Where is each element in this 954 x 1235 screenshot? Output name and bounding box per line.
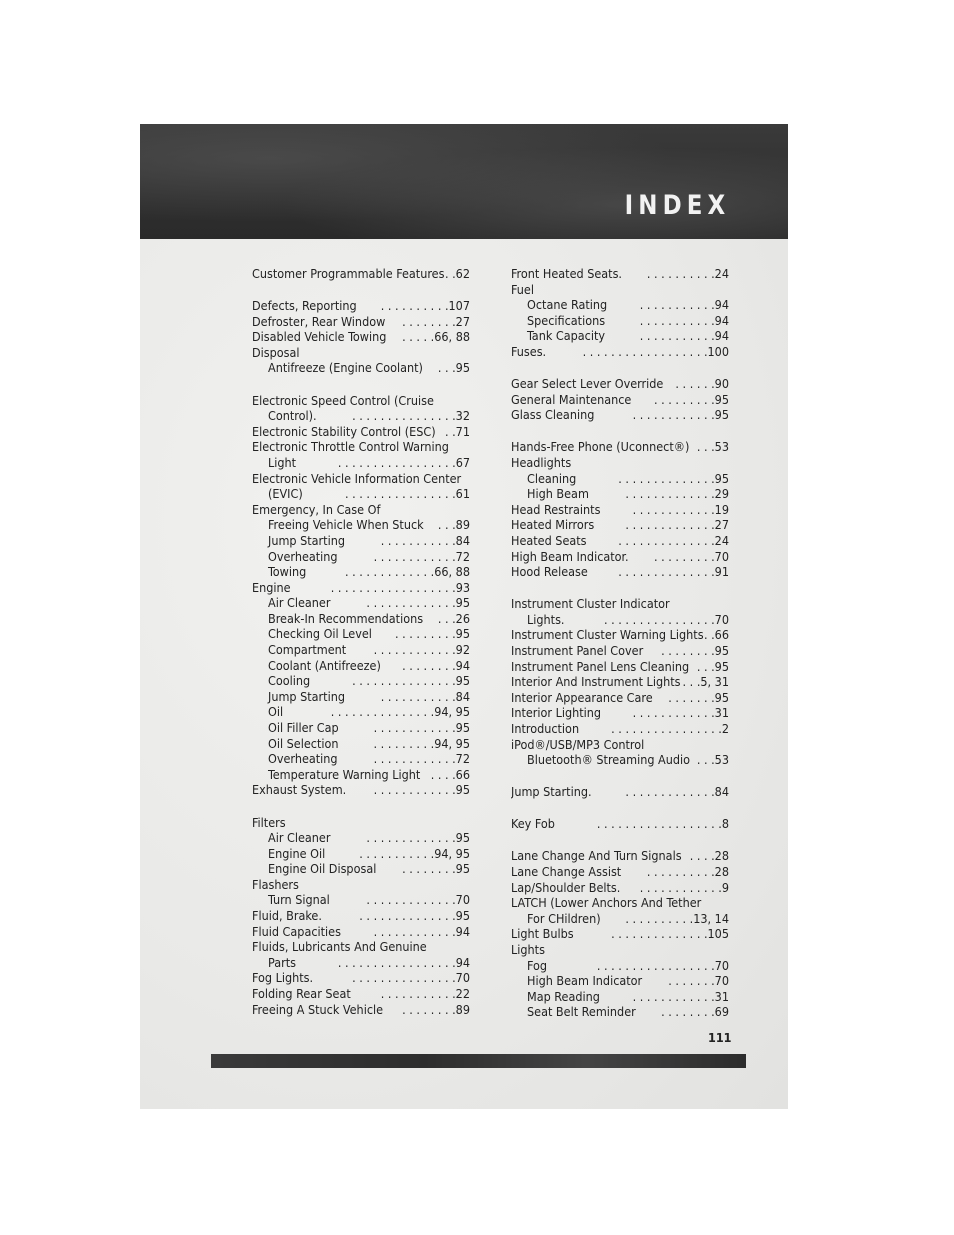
index-entry xyxy=(511,895,729,911)
index-entry xyxy=(511,439,729,455)
entry-label: Interior Appearance Care xyxy=(511,689,653,705)
entry-label: Exhaust System. xyxy=(252,782,347,798)
entry-label: Engine Oil xyxy=(268,845,326,861)
index-entry xyxy=(511,690,729,706)
index-entry xyxy=(511,407,729,423)
index-subentry xyxy=(511,313,729,329)
entry-label: Heated Mirrors xyxy=(511,517,595,533)
index-entry xyxy=(252,502,470,518)
index-entry xyxy=(511,517,729,533)
entry-label: Lane Change And Turn Signals xyxy=(511,848,682,864)
index-subentry xyxy=(511,989,729,1005)
entry-label: Heated Seats xyxy=(511,532,587,548)
index-subentry xyxy=(252,642,470,658)
entry-label: General Maintenance xyxy=(511,391,632,407)
entry-page-ref: . . . . . . . . . . . . . .91 xyxy=(618,564,729,580)
entry-label: Disabled Vehicle Towing xyxy=(252,329,387,345)
index-entry xyxy=(511,549,729,565)
index-subentry xyxy=(252,846,470,862)
index-entry xyxy=(511,848,729,864)
index-entry xyxy=(252,298,470,314)
entry-label: Instrument Cluster Warning Lights xyxy=(511,627,704,643)
entry-label: Electronic Vehicle Information Center xyxy=(252,470,462,486)
index-entry xyxy=(252,908,470,924)
entry-label: Lane Change Assist xyxy=(511,864,622,879)
entry-page-ref: . . . . .66, 88 xyxy=(402,329,470,345)
entry-page-ref: . . . . . . . . . . . . . . . .70 xyxy=(604,611,729,627)
entry-page-ref: . . . . . . . . . . . .31 xyxy=(632,988,729,1004)
entry-page-ref: . .71 xyxy=(444,423,470,439)
entry-label: Folding Rear Seat xyxy=(252,986,351,1002)
index-subentry xyxy=(252,517,470,533)
entry-page-ref: . . .5, 31 xyxy=(682,674,729,690)
index-entry xyxy=(252,924,470,940)
entry-label: LATCH (Lower Anchors And Tether xyxy=(511,895,702,911)
index-column-left xyxy=(252,266,470,1017)
entry-page-ref: . . . . . . . . . .107 xyxy=(380,298,470,314)
index-entry xyxy=(511,392,729,408)
entry-page-ref: . . . . . . . . . . . . . .95 xyxy=(618,470,729,486)
entry-page-ref: . . . . . . . . . . .94 xyxy=(639,297,729,313)
entry-page-ref: . . . . . . . . . . . . . . .32 xyxy=(352,408,470,424)
index-subentry xyxy=(252,658,470,674)
index-entry xyxy=(252,439,470,455)
index-entry xyxy=(252,580,470,596)
entry-page-ref: . . . . . . . . . . . . .66, 88 xyxy=(344,564,470,580)
index-header-banner xyxy=(140,124,788,239)
index-entry xyxy=(252,424,470,440)
entry-page-ref: . . . . . . .70 xyxy=(668,973,729,989)
index-column-right xyxy=(511,266,729,1020)
entry-page-ref: . . . . . . . .69 xyxy=(661,1004,729,1020)
index-entry xyxy=(252,266,470,282)
index-entry xyxy=(511,737,729,753)
entry-label: Fuel xyxy=(511,281,534,297)
index-subentry xyxy=(252,892,470,908)
entry-page-ref: . . . . . . . . . . .84 xyxy=(380,532,470,548)
index-entry xyxy=(511,455,729,471)
entry-page-ref: . . . . . . . . . . . .31 xyxy=(632,705,729,721)
index-subentry xyxy=(511,752,729,768)
entry-gap xyxy=(511,768,729,785)
entry-label: Break-In Recommendations xyxy=(268,610,424,626)
entry-page-ref: . . . . . . . . . . .94 xyxy=(639,312,729,328)
entry-page-ref: . . . . . . . . . .13, 14 xyxy=(625,910,729,926)
entry-page-ref: . . . . . . . . . .28 xyxy=(646,864,729,879)
entry-page-ref: . . . . . .90 xyxy=(675,376,729,392)
entry-label: Air Cleaner xyxy=(268,830,331,846)
entry-label: Turn Signal xyxy=(268,892,330,908)
entry-page-ref: . . . . . . . . . . . . . .24 xyxy=(618,532,729,548)
index-subentry xyxy=(252,704,470,720)
index-subentry xyxy=(252,689,470,705)
index-subentry xyxy=(252,360,470,376)
index-subentry xyxy=(252,861,470,877)
index-entry xyxy=(511,282,729,298)
entry-page-ref: . . . . . . . . . . . .92 xyxy=(373,642,470,658)
entry-page-ref: . . . . . . . . . . . . . . . . .70 xyxy=(596,957,729,973)
entry-page-ref: . . . . . . . . . . . .95 xyxy=(632,407,729,423)
entry-page-ref: . . . . . . . . . . .84 xyxy=(380,688,470,704)
index-subentry xyxy=(252,830,470,846)
entry-gap xyxy=(252,282,470,299)
entry-gap xyxy=(511,580,729,597)
entry-label: Fuses. xyxy=(511,343,547,359)
index-subentry xyxy=(252,767,470,783)
entry-page-ref: . .62 xyxy=(444,266,470,281)
index-subentry xyxy=(252,751,470,767)
entry-page-ref: . . . . . . . . . . . . . . .94, 95 xyxy=(330,704,470,720)
index-entry xyxy=(511,266,729,282)
index-entry xyxy=(511,942,729,958)
entry-page-ref: . . . . . . . . . . . .19 xyxy=(632,501,729,517)
index-entry xyxy=(252,782,470,798)
index-subentry xyxy=(252,486,470,502)
index-entry xyxy=(511,816,729,832)
entry-label: Checking Oil Level xyxy=(268,626,372,642)
entry-gap xyxy=(511,360,729,377)
entry-label: Parts xyxy=(268,954,296,970)
entry-label: Lights xyxy=(511,941,545,957)
entry-page-ref: . . . . . . . . . . .22 xyxy=(380,986,470,1002)
index-entry xyxy=(252,877,470,893)
entry-label: Towing xyxy=(268,564,307,580)
entry-label: Oil xyxy=(268,704,284,720)
index-subentry xyxy=(511,471,729,487)
entry-page-ref: . . . .66 xyxy=(430,766,470,782)
entry-label: Flashers xyxy=(252,876,299,892)
page-number: 111 xyxy=(708,1030,732,1045)
entry-page-ref: . . . . . . . . . . .94, 95 xyxy=(359,845,470,861)
entry-label: Interior Lighting xyxy=(511,705,602,721)
entry-label: Instrument Cluster Indicator xyxy=(511,596,670,612)
index-entry xyxy=(511,721,729,737)
entry-label: Instrument Panel Cover xyxy=(511,642,644,658)
index-subentry xyxy=(511,1004,729,1020)
entry-page-ref: . . . . . . . . . . . . . . . . .94 xyxy=(337,954,470,970)
footer-bar xyxy=(211,1054,746,1068)
index-subentry xyxy=(511,612,729,628)
index-subentry xyxy=(252,626,470,642)
entry-page-ref: . . . . . . . . . . . . . . . . . .8 xyxy=(596,816,729,832)
entry-label: Oil Filler Cap xyxy=(268,720,339,736)
entry-label: Filters xyxy=(252,814,286,830)
entry-gap xyxy=(511,832,729,849)
entry-label: Key Fob xyxy=(511,816,555,832)
entry-label: High Beam Indicator xyxy=(527,973,643,989)
index-subentry xyxy=(511,297,729,313)
index-entry xyxy=(511,659,729,675)
entry-label: Cleaning xyxy=(527,470,577,486)
entry-label: Electronic Throttle Control Warning xyxy=(252,439,449,455)
index-entry xyxy=(511,627,729,643)
index-subentry xyxy=(511,911,729,927)
index-subentry xyxy=(252,673,470,689)
entry-page-ref: . . . . . . . . . . . .72 xyxy=(373,751,470,767)
entry-label: Engine xyxy=(252,579,291,595)
index-entry xyxy=(511,880,729,896)
entry-label: Fog xyxy=(527,957,548,973)
entry-label: Bluetooth® Streaming Audio xyxy=(527,752,691,768)
header-title: INDEX xyxy=(624,190,730,221)
entry-gap xyxy=(252,376,470,393)
entry-label: Light Bulbs xyxy=(511,926,574,942)
entry-label: Customer Programmable Features xyxy=(252,266,445,281)
index-subentry xyxy=(252,955,470,971)
index-subentry xyxy=(252,533,470,549)
entry-label: Fluid, Brake. xyxy=(252,908,322,924)
entry-label: Compartment xyxy=(268,642,347,658)
entry-page-ref: . . . . . . . . .95 xyxy=(653,391,729,407)
index-subentry xyxy=(252,595,470,611)
entry-label: Cooling xyxy=(268,673,311,689)
entry-label: Introduction xyxy=(511,720,580,736)
entry-label: Map Reading xyxy=(527,988,600,1004)
index-entry xyxy=(252,939,470,955)
entry-page-ref: . . . . . . . . . . . .94 xyxy=(373,923,470,939)
entry-label: Tank Capacity xyxy=(527,328,606,344)
entry-page-ref: . . . . . . . . . . . . .70 xyxy=(366,892,470,908)
entry-label: Antifreeze (Engine Coolant) xyxy=(268,360,423,376)
entry-page-ref: . . .53 xyxy=(696,439,729,455)
index-entry xyxy=(252,314,470,330)
entry-page-ref: . . . . . . . . . . . . . . . . . .100 xyxy=(582,343,729,359)
index-subentry xyxy=(511,958,729,974)
entry-label: Air Cleaner xyxy=(268,595,331,611)
entry-label: iPod®/USB/MP3 Control xyxy=(511,736,645,752)
entry-page-ref: . . .26 xyxy=(437,610,470,626)
entry-label: Emergency, In Case Of xyxy=(252,501,381,517)
entry-page-ref: . . . . . . .95 xyxy=(668,689,729,705)
index-entry xyxy=(252,1002,470,1018)
entry-page-ref: . . . . . . . . . . . . .27 xyxy=(625,517,729,533)
entry-label: Lights. xyxy=(527,611,565,627)
entry-page-ref: . . . . . . . . . . . . .95 xyxy=(366,595,470,611)
index-entry xyxy=(511,864,729,880)
index-subentry xyxy=(252,455,470,471)
entry-label: Freeing A Stuck Vehicle xyxy=(252,1001,384,1017)
entry-gap xyxy=(252,798,470,815)
entry-label: Jump Starting. xyxy=(511,784,592,800)
entry-label: Coolant (Antifreeze) xyxy=(268,657,381,673)
index-entry xyxy=(252,986,470,1002)
entry-page-ref: . . . . . . . .95 xyxy=(661,642,729,658)
index-entry xyxy=(511,643,729,659)
entry-gap xyxy=(511,423,729,440)
index-entry xyxy=(252,329,470,345)
entry-page-ref: . . . . . . . .89 xyxy=(402,1001,470,1017)
entry-page-ref: . . . . . . . . . . .94 xyxy=(639,328,729,344)
index-entry xyxy=(511,705,729,721)
index-subentry xyxy=(252,611,470,627)
entry-label: Overheating xyxy=(268,548,338,564)
index-entry xyxy=(252,815,470,831)
entry-label: (EVIC) xyxy=(268,486,303,502)
entry-label: Temperature Warning Light xyxy=(268,766,421,782)
entry-label: Octane Rating xyxy=(527,297,608,313)
entry-page-ref: . . . . . . . .95 xyxy=(402,861,470,877)
entry-page-ref: . . . . . . . . . . . .72 xyxy=(373,548,470,564)
entry-label: Freeing Vehicle When Stuck xyxy=(268,517,424,533)
entry-page-ref: . . . . . . . . . . . . . .105 xyxy=(611,926,729,942)
entry-page-ref: . . . . . . . . . . . . .84 xyxy=(625,784,729,800)
entry-page-ref: . . . . . . . . . . . . . . .95 xyxy=(352,673,470,689)
entry-page-ref: . . . . . . . .27 xyxy=(402,313,470,329)
entry-label: For CHildren) xyxy=(527,910,601,926)
entry-gap xyxy=(511,800,729,817)
entry-label: Gear Select Lever Override xyxy=(511,376,664,392)
entry-page-ref: . . . . . . . . . . . . . .95 xyxy=(359,908,470,924)
entry-page-ref: . . . . . . . . . . . . . . . .61 xyxy=(345,486,470,502)
entry-label: Fluid Capacities xyxy=(252,923,341,939)
entry-page-ref: . . . . . . . . . . . .95 xyxy=(373,782,470,798)
entry-label: Defects, Reporting xyxy=(252,298,357,314)
entry-page-ref: . . . . . . . . . . . . .95 xyxy=(366,830,470,846)
entry-page-ref: . . . . . . . . . . . . . . . . . .93 xyxy=(330,579,470,595)
entry-label: Jump Starting xyxy=(268,688,345,704)
entry-label: Front Heated Seats. xyxy=(511,266,622,281)
entry-page-ref: . . . . . . . . . .24 xyxy=(646,266,729,281)
entry-label: Headlights xyxy=(511,454,572,470)
entry-page-ref: . . . . . . . .94 xyxy=(402,657,470,673)
entry-label: Glass Cleaning xyxy=(511,407,595,423)
index-entry xyxy=(511,596,729,612)
index-subentry xyxy=(511,486,729,502)
entry-page-ref: . . . . . . . . . . . .9 xyxy=(639,879,729,895)
entry-label: Instrument Panel Lens Cleaning xyxy=(511,658,690,674)
entry-label: Overheating xyxy=(268,751,338,767)
index-entry xyxy=(511,926,729,942)
entry-label: Light xyxy=(268,454,297,470)
entry-page-ref: . . . . . . . . .95 xyxy=(394,626,470,642)
entry-page-ref: . . .53 xyxy=(696,752,729,768)
entry-label: Fog Lights. xyxy=(252,970,314,986)
entry-label: Electronic Speed Control (Cruise xyxy=(252,392,434,408)
entry-label: High Beam xyxy=(527,486,589,502)
entry-label: Hood Release xyxy=(511,564,588,580)
entry-label: Jump Starting xyxy=(268,532,345,548)
entry-page-ref: . . . .28 xyxy=(689,848,729,864)
entry-label: Specifications xyxy=(527,312,606,328)
entry-page-ref: . . . . . . . . . . . . .29 xyxy=(625,486,729,502)
index-entry xyxy=(252,970,470,986)
entry-label: Lap/Shoulder Belts. xyxy=(511,879,621,895)
index-entry xyxy=(511,502,729,518)
entry-page-ref: . . .89 xyxy=(437,517,470,533)
entry-page-ref: . . .95 xyxy=(437,360,470,376)
index-entry xyxy=(511,533,729,549)
index-entry xyxy=(511,564,729,580)
entry-page-ref: . . . . . . . . . . . . . . .70 xyxy=(352,970,470,986)
entry-label: Control). xyxy=(268,408,317,424)
index-entry xyxy=(511,344,729,360)
entry-label: Interior And Instrument Lights xyxy=(511,674,681,690)
index-subentry xyxy=(252,564,470,580)
index-entry xyxy=(511,376,729,392)
index-entry xyxy=(511,674,729,690)
entry-page-ref: . .66 xyxy=(703,627,729,643)
index-subentry xyxy=(252,720,470,736)
index-entry xyxy=(511,784,729,800)
index-subentry xyxy=(252,736,470,752)
entry-page-ref: . . . . . . . . . . . . . . . . .67 xyxy=(337,454,470,470)
index-subentry xyxy=(511,328,729,344)
entry-label: Hands-Free Phone (Uconnect®) xyxy=(511,439,690,455)
entry-label: Engine Oil Disposal xyxy=(268,861,377,877)
entry-page-ref: . . . . . . . . .94, 95 xyxy=(373,735,470,751)
entry-label: Oil Selection xyxy=(268,735,339,751)
entry-label: Seat Belt Reminder xyxy=(527,1004,636,1020)
entry-page-ref: . . . . . . . . . . . .95 xyxy=(373,720,470,736)
index-subentry xyxy=(252,549,470,565)
entry-page-ref: . . .95 xyxy=(696,658,729,674)
index-entry xyxy=(252,393,470,409)
entry-label: Electronic Stability Control (ESC) xyxy=(252,423,436,439)
entry-page-ref: . . . . . . . . .70 xyxy=(653,548,729,564)
entry-label: Fluids, Lubricants And Genuine xyxy=(252,939,427,955)
index-entry xyxy=(252,345,470,361)
index-subentry xyxy=(511,973,729,989)
entry-label: Defroster, Rear Window xyxy=(252,313,386,329)
entry-page-ref: . . . . . . . . . . . . . . . .2 xyxy=(611,720,729,736)
index-entry xyxy=(252,471,470,487)
entry-label: Head Restraints xyxy=(511,501,601,517)
index-subentry xyxy=(252,408,470,424)
entry-label: Disposal xyxy=(252,344,300,360)
entry-label: High Beam Indicator. xyxy=(511,548,629,564)
